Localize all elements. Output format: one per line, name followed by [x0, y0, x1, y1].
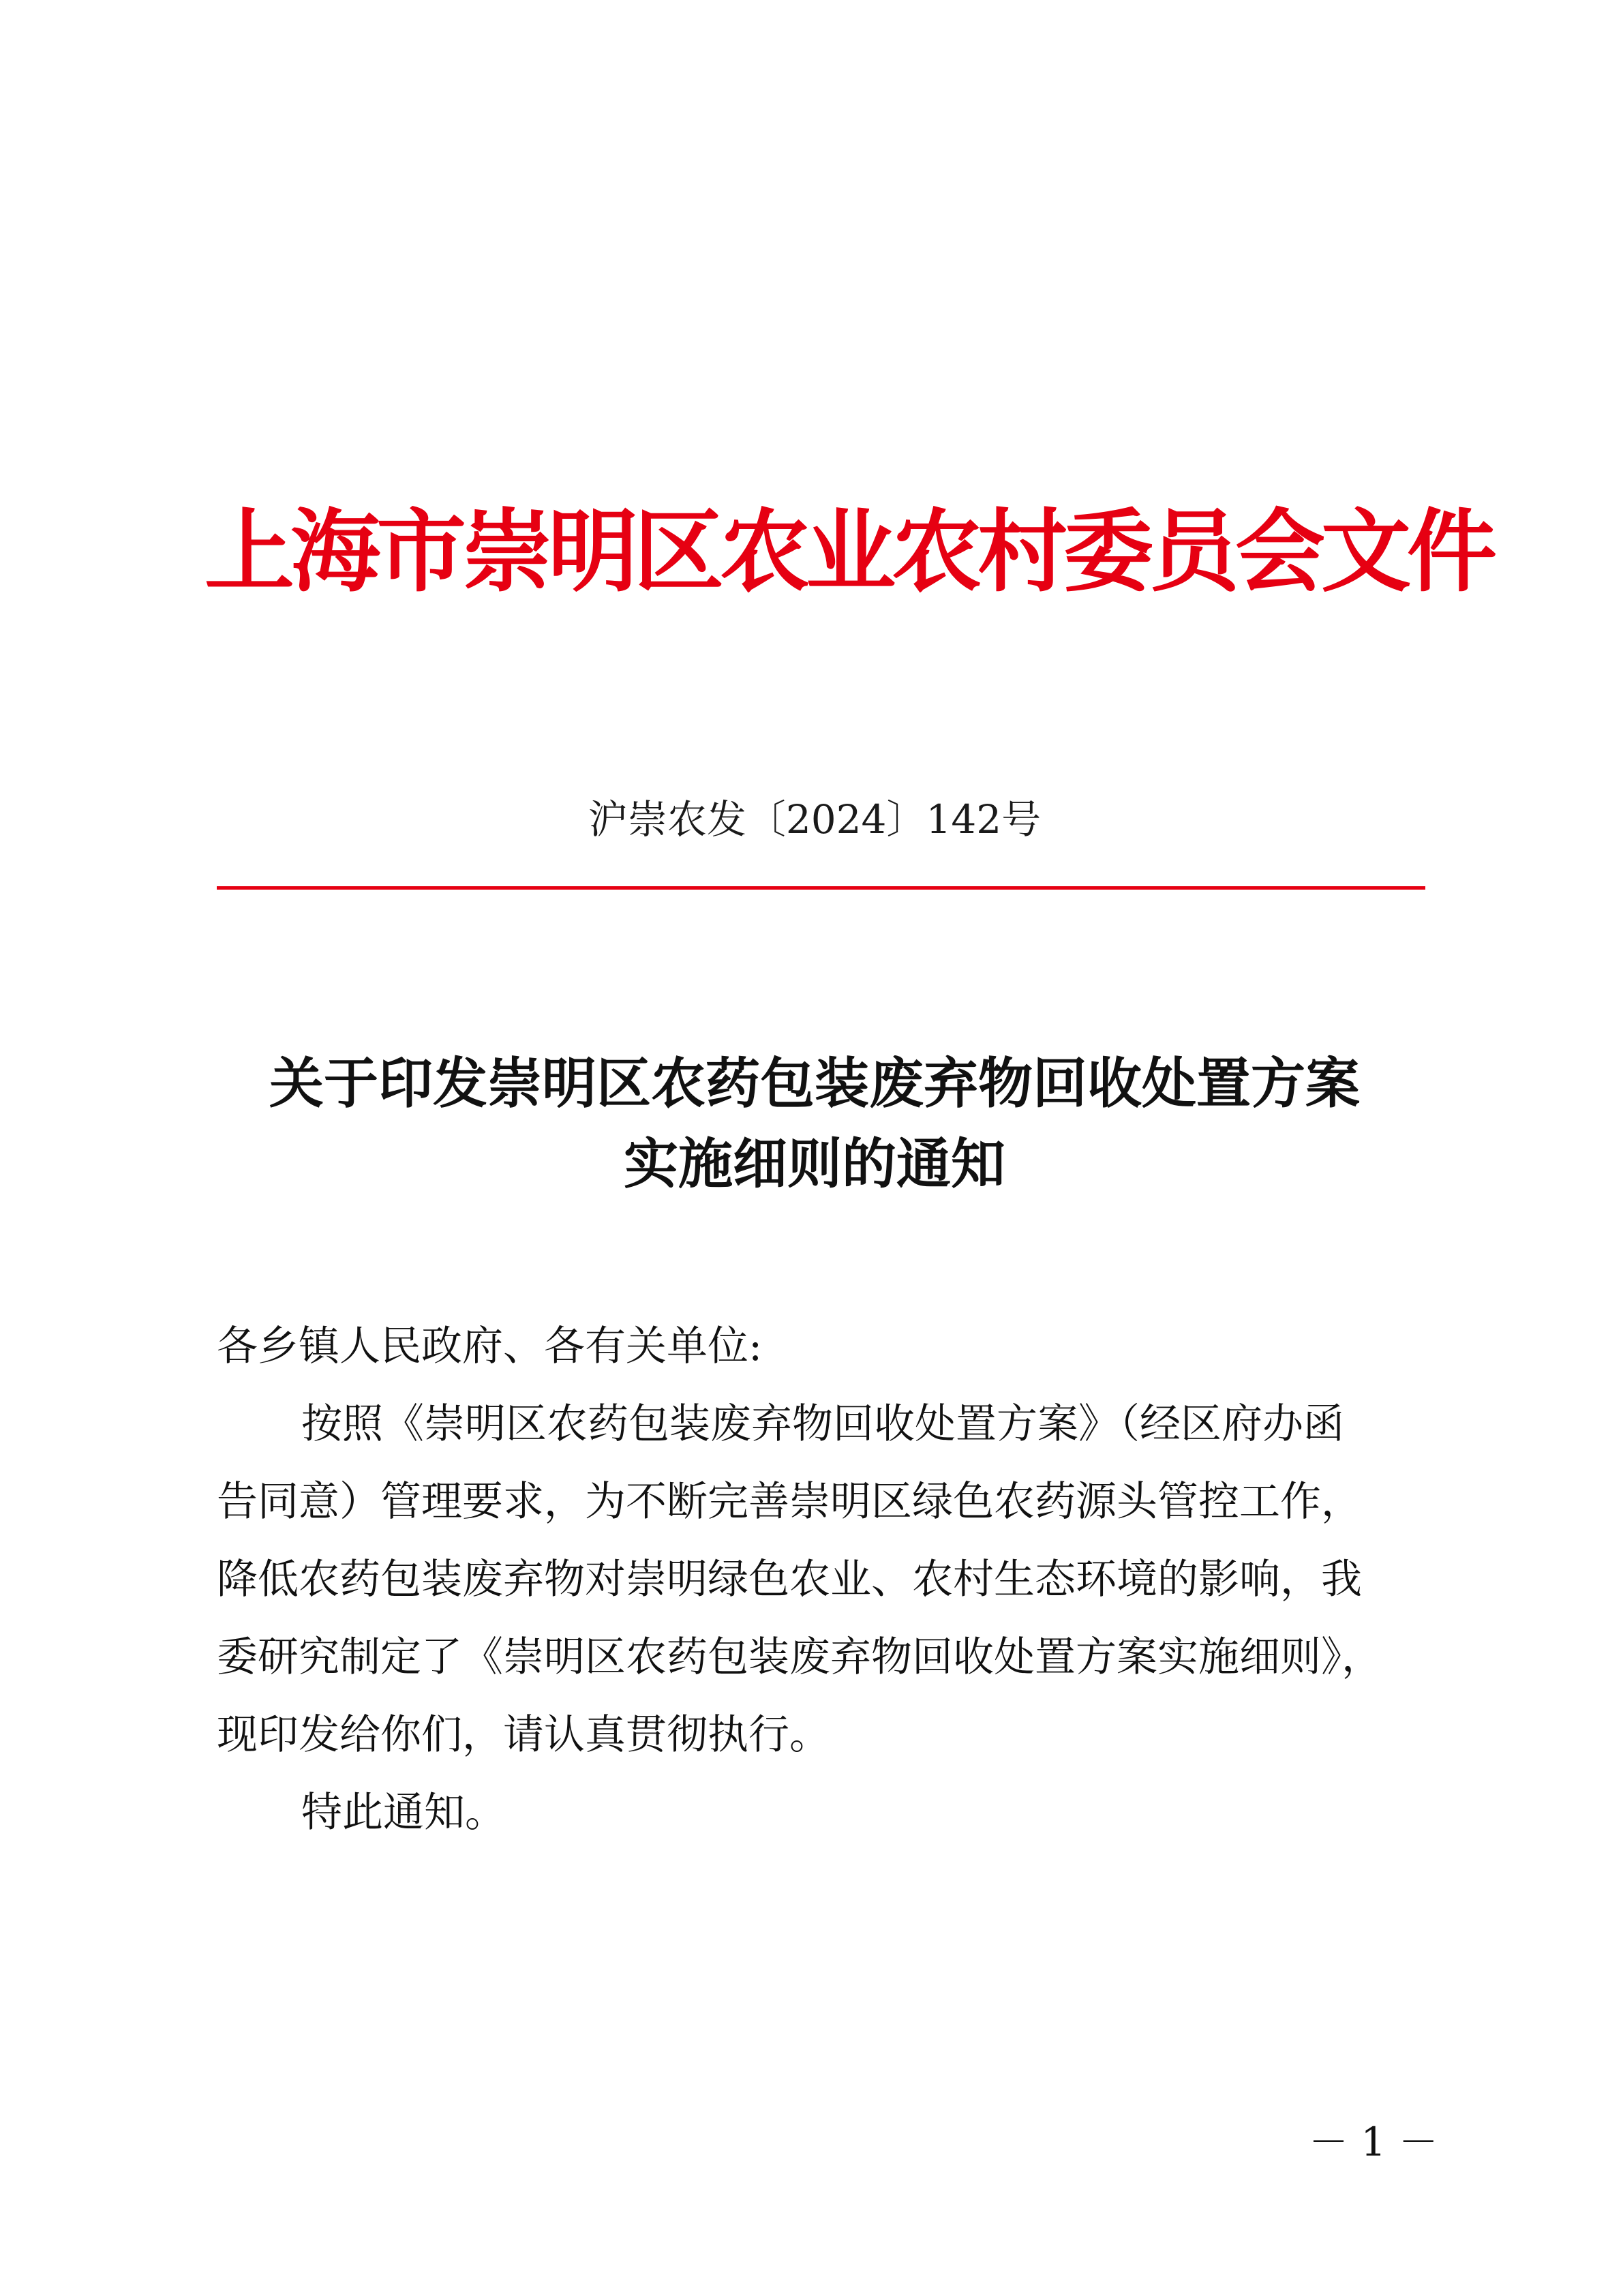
issuer-header: 上海市崇明区农业农村委员会文件: [204, 499, 1493, 605]
body-paragraph: [217, 1385, 1437, 1774]
body-line: 降低农药包装废弃物对崇明绿色农业、农村生态环境的影响，我: [217, 1556, 1362, 1603]
closing-text: 特此通知。: [301, 1789, 506, 1837]
document-number: 沪崇农发〔2024〕142号: [588, 796, 1042, 843]
red-divider-line: [217, 886, 1425, 890]
body-line: 告同意）管理要求，为不断完善崇明区绿色农药源头管控工作，: [217, 1478, 1362, 1526]
title-line: 关于印发崇明区农药包装废弃物回收处置方案: [269, 1051, 1360, 1115]
document-title: [204, 1043, 1425, 1204]
addressee: 各乡镇人民政府、各有关单位:: [217, 1323, 763, 1370]
body-line: 按照《崇明区农药包装废弃物回收处置方案》（经区府办函: [301, 1400, 1344, 1448]
body-line: 现印发给你们，请认真贯彻执行。: [217, 1711, 830, 1759]
page-number: － 1 －: [1309, 2119, 1438, 2165]
title-line: 实施细则的通知: [624, 1132, 1005, 1196]
body-line: 委研究制定了《崇明区农药包装废弃物回收处置方案实施细则》，: [217, 1633, 1382, 1681]
